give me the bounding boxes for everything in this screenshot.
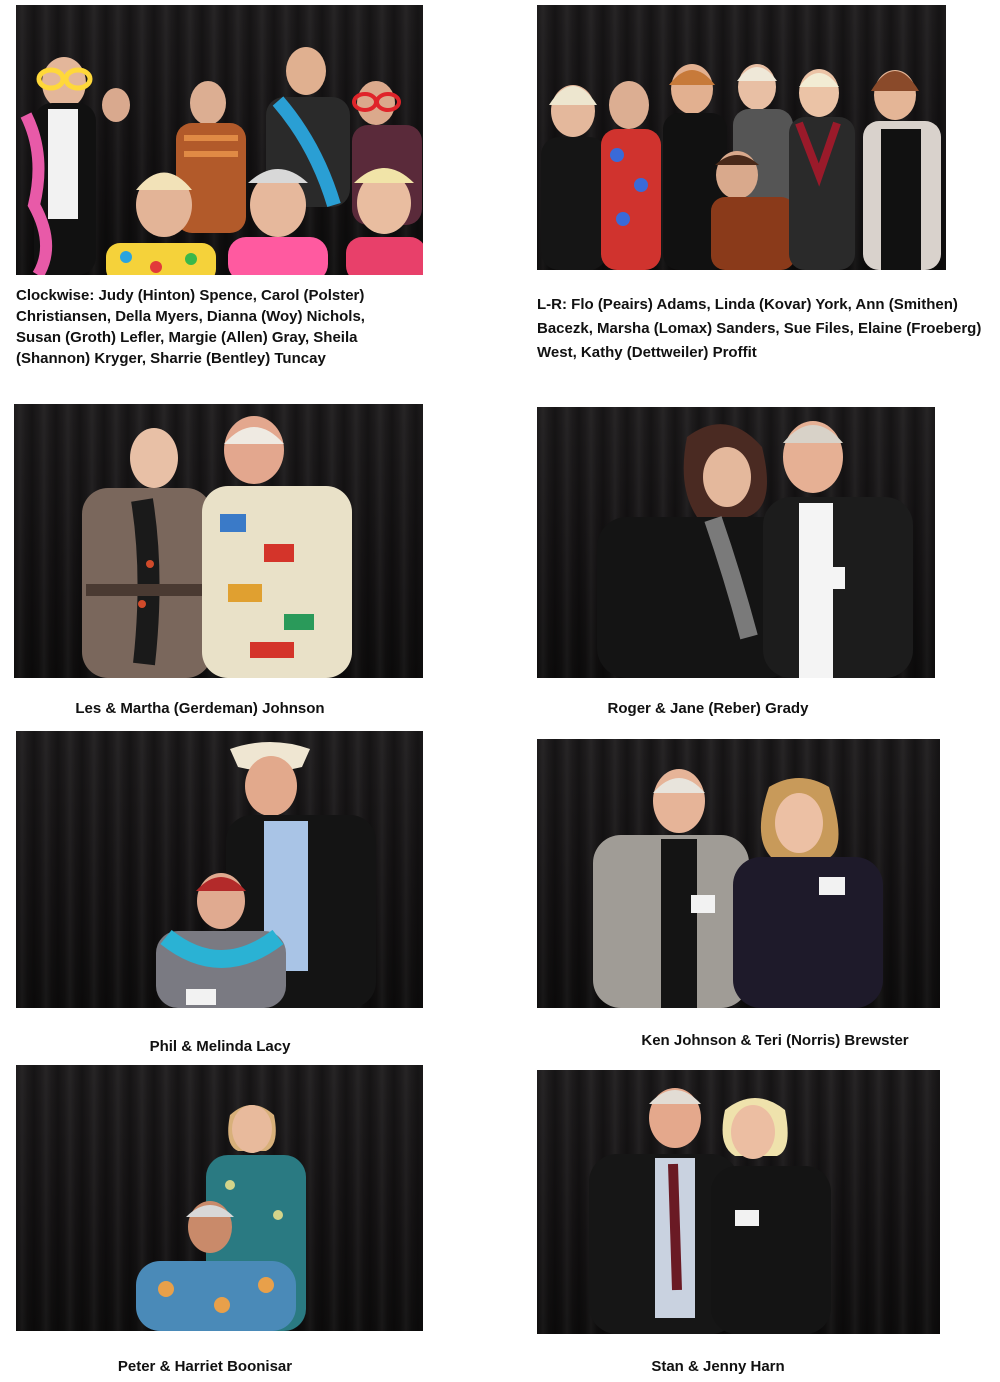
photo-les-martha-johnson: [14, 404, 423, 678]
group-photo-clockwise: [16, 5, 423, 275]
photo-stan-jenny-harn: [537, 1070, 940, 1334]
photo-ken-johnson-teri-brewster: [537, 739, 940, 1008]
couple-figures: [537, 407, 935, 678]
photo-stan-jenny-harn-caption: Stan & Jenny Harn: [651, 1358, 785, 1375]
photo-phil-melinda-lacy-caption: Phil & Melinda Lacy: [149, 1038, 291, 1055]
photo-peter-harriet-boonisar-caption: Peter & Harriet Boonisar: [117, 1358, 293, 1375]
group-photo-clockwise-caption: Clockwise: Judy (Hinton) Spence, Carol (Polster) Christiansen, Della Myers, Dianna (Woy) Nichols, Susan (Groth) Lefler, Margie (Allen) Gray, Sheila (Shannon) Kryger, Sharrie (Bentley) Tuncay: [16, 287, 365, 367]
couple-figures: [537, 1070, 940, 1334]
group-photo-figures: [16, 5, 423, 275]
couple-figures: [537, 739, 940, 1008]
photo-roger-jane-grady-caption: Roger & Jane (Reber) Grady: [607, 700, 809, 717]
couple-figures: [16, 1065, 423, 1331]
group-photo-lr-figures: [537, 5, 946, 270]
photo-roger-jane-grady: [537, 407, 935, 678]
group-photo-lr-caption: L-R: Flo (Peairs) Adams, Linda (Kovar) York, Ann (Smithen) Bacezk, Marsha (Lomax) Sanders, Sue Files, Elaine (Froeberg) West, Kathy (Dettweiler) Proffit: [537, 296, 982, 361]
group-photo-lr: [537, 5, 946, 270]
couple-figures: [14, 404, 423, 678]
photo-les-martha-johnson-caption: Les & Martha (Gerdeman) Johnson: [75, 700, 325, 717]
couple-figures: [16, 731, 423, 1008]
photo-peter-harriet-boonisar: [16, 1065, 423, 1331]
photo-phil-melinda-lacy: [16, 731, 423, 1008]
photo-ken-johnson-teri-brewster-caption: Ken Johnson & Teri (Norris) Brewster: [641, 1032, 909, 1049]
